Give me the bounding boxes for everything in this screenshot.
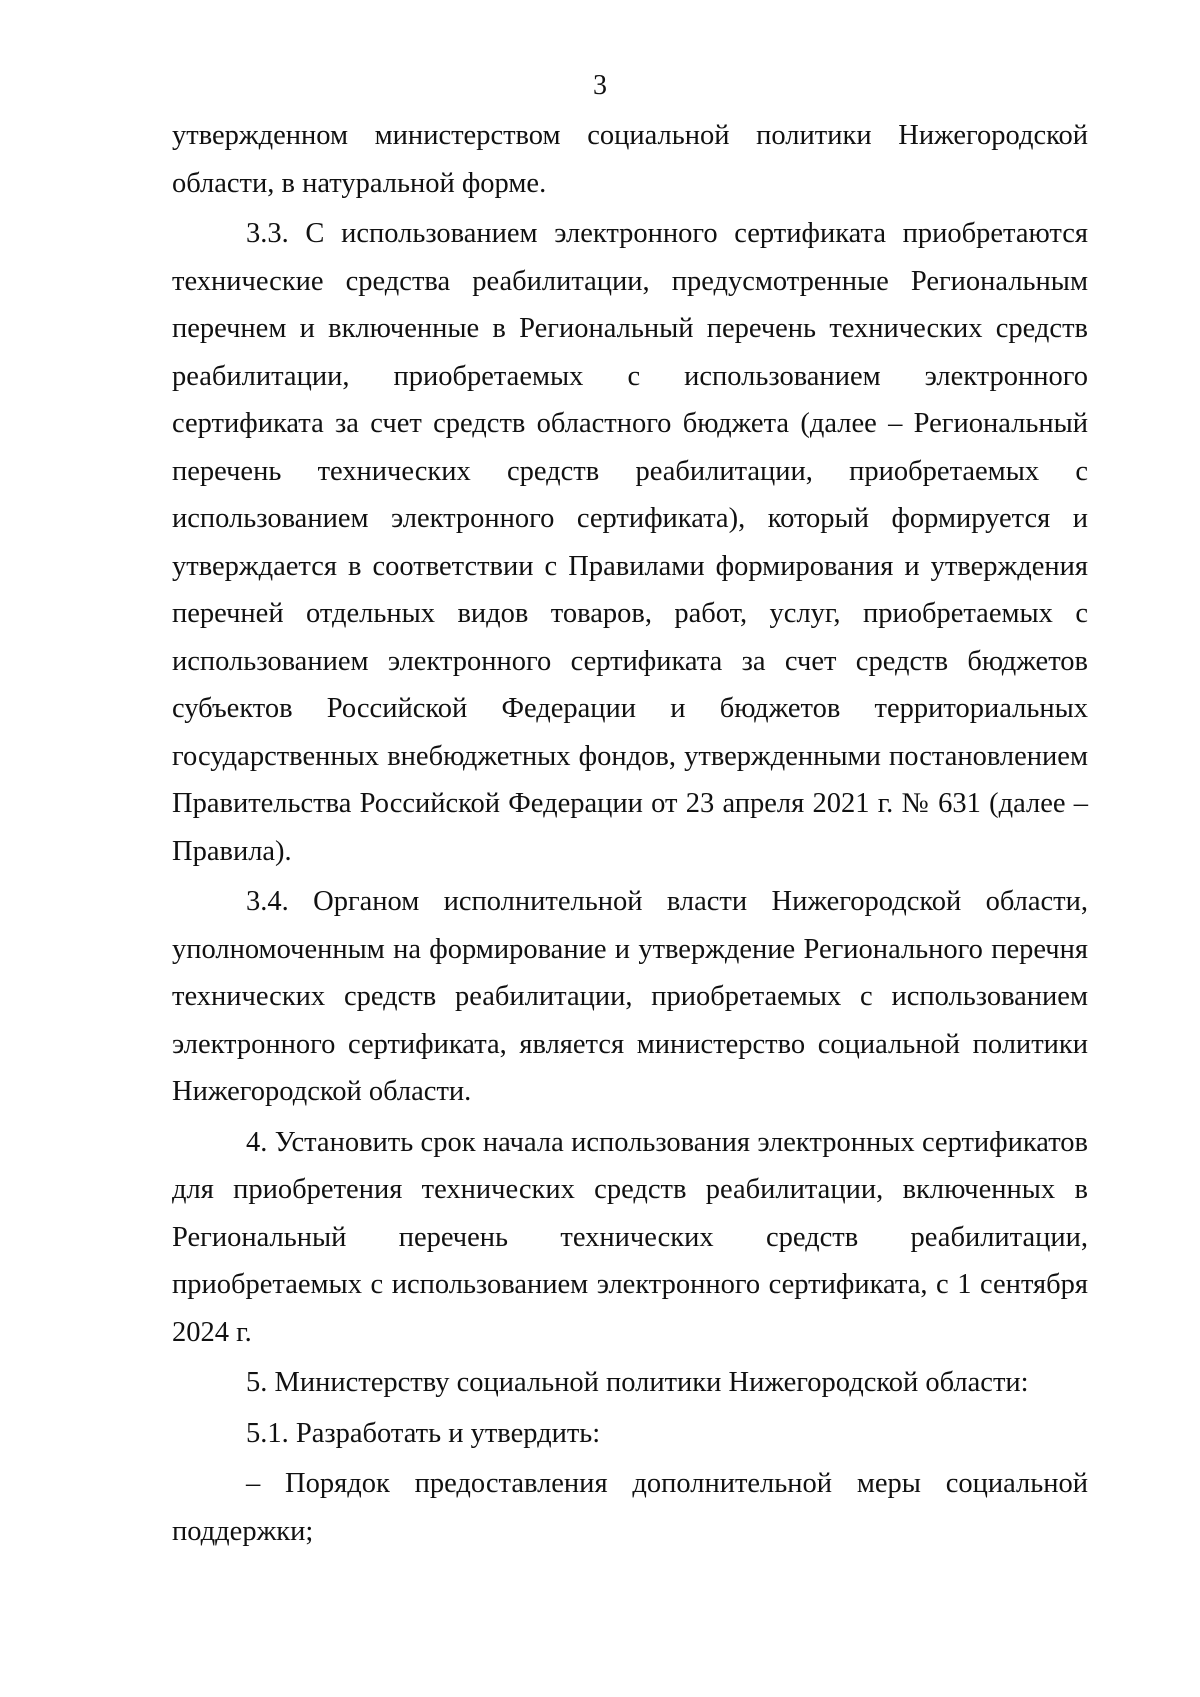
document-body — [172, 112, 1088, 1555]
paragraph-5-1-list-item: – Порядок предоставления дополнительной меры социальной поддержки; — [172, 1468, 1088, 1547]
paragraph-3-3: 3.3. С использованием электронного сертификата приобретаются технические средства реабилитации, предусмотренные Региональным перечнем и включенные в Региональный перечень технических средств реабилитации, приобретаемых с использованием электронного сертификата за счет средств областного бюджета (далее – Региональный перечень технических средств реабилитации, приобретаемых с использованием электронного сертификата), который формируется и утверждается в соответствии с Правилами формирования и утверждения перечней отдельных видов товаров, работ, услуг, приобретаемых с использованием электронного сертификата за счет средств бюджетов субъектов Российской Федерации и бюджетов территориальных государственных внебюджетных фондов, утвержденными постановлением Правительства Российской Федерации от 23 апреля 2021 г. № 631 (далее – Правила). — [172, 218, 1088, 867]
paragraph-3-4: 3.4. Органом исполнительной власти Нижегородской области, уполномоченным на формирование и утверждение Регионального перечня технических средств реабилитации, приобретаемых с использованием электронного сертификата, является министерство социальной политики Нижегородской области. — [172, 886, 1088, 1107]
paragraph-5: 5. Министерству социальной политики Нижегородской области: — [246, 1367, 1029, 1398]
paragraph-continuation: утвержденном министерством социальной политики Нижегородской области, в натуральной форме. — [172, 120, 1088, 199]
page-number: 3 — [593, 70, 607, 101]
paragraph-5-1: 5.1. Разработать и утвердить: — [246, 1417, 601, 1449]
paragraph-4: 4. Установить срок начала использования электронных сертификатов для приобретения технических средств реабилитации, включенных в Региональный перечень технических средств реабилитации, приобретаемых с использованием электронного сертификата, с 1 сентября 2024 г. — [172, 1126, 1088, 1348]
